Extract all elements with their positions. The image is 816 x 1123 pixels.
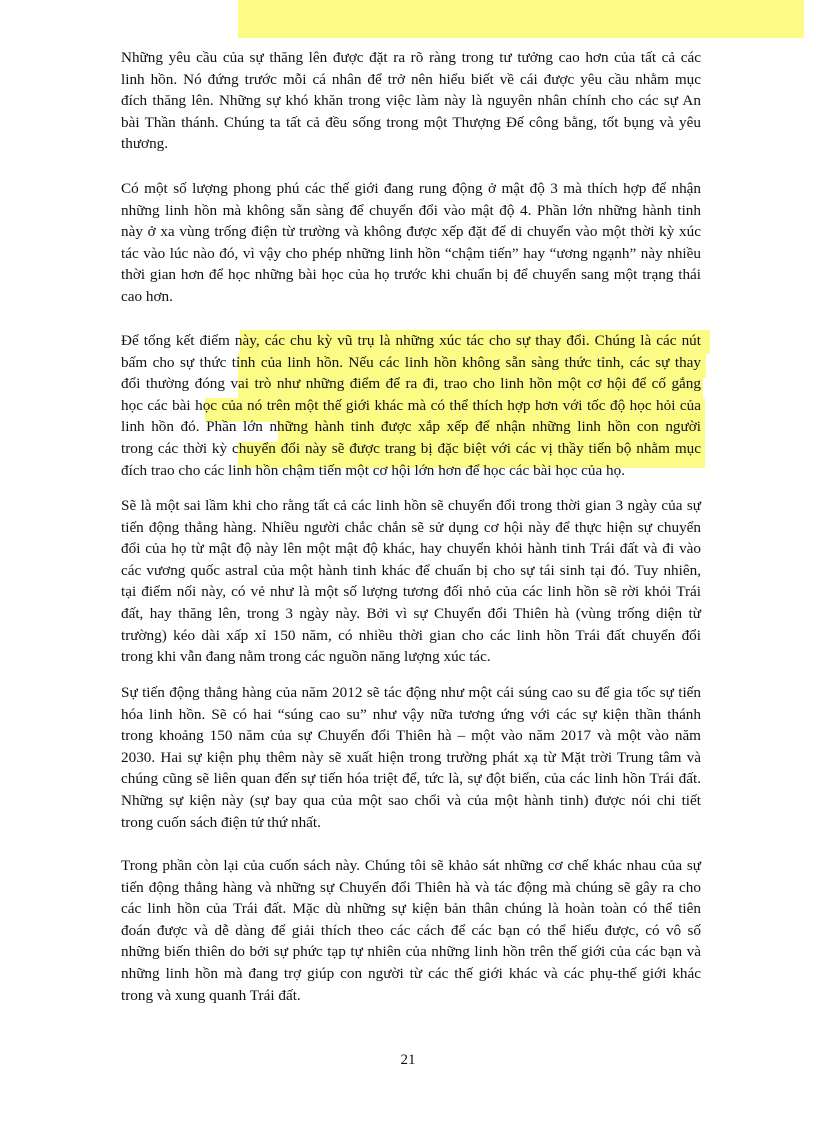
text-line: Những sự kiện này (sự bay qua của một sao chổi và của một hành tinh) được nói chi tiết <box>121 791 701 809</box>
text-line: học các bài học của nó trên một thế giới khác mà có thể thích hợp hơn với tốc độ học hỏi của <box>121 396 701 414</box>
text-line: các vương quốc astral của một hành tinh khác để chuẩn bị cho sự tái sinh tại đó. Tuy nhiên, <box>121 561 701 579</box>
text-line: trong các thời kỳ chuyển đổi này sẽ được trang bị đặc biệt với các vị thầy tiến bộ nhằm mục <box>121 439 701 457</box>
text-line: trong khoảng 150 năm của sự Chuyển đổi Thiên hà – một vào năm 2017 và một vào năm <box>121 727 701 745</box>
text-line: đổi của họ từ mật độ này lên một mật độ khác, hay chuyển khỏi hành tinh Trái đất và đi vào <box>121 540 701 558</box>
text-line: thương. <box>121 135 169 153</box>
text-line: trong và xung quanh Trái đất. <box>121 986 301 1004</box>
text-line: trong khi vẫn đang nằm trong các nguồn năng lượng xúc tác. <box>121 648 491 666</box>
paragraph <box>121 330 701 481</box>
text-line: này ở xa vùng trống điện từ trường và không được xếp đặt để di chuyển vào một thời kỳ xúc <box>121 223 701 241</box>
text-line: 2030. Hai sự kiện phụ thêm này sẽ xuất hiện trong trường phát xạ từ Mặt trời Trung tâm và <box>121 748 701 766</box>
text-line: hóa linh hồn. Sẽ có hai “súng cao su” như vậy nữa tương ứng với các sự kiện thần thánh <box>121 705 701 723</box>
text-line: Sự tiến động thẳng hàng của năm 2012 sẽ tác động như một cái súng cao su để gia tốc sự tiến <box>121 684 701 701</box>
text-line: những linh hồn mà không sẵn sàng để chuyển đổi vào mật độ 4. Phần lớn những hành tinh <box>121 201 701 219</box>
text-line: đích trao cho các linh hồn chậm tiến một cơ hội lớn hơn để học các bài học của họ. <box>121 461 626 479</box>
text-line: bấm cho sự thức tỉnh của linh hồn. Nếu các linh hồn không sẵn sàng thức tỉnh, các sự thay <box>121 353 701 371</box>
text-line: Những yêu cầu của sự thăng lên được đặt ra rõ ràng trong tư tưởng cao hơn của tất cả các <box>121 49 701 66</box>
text-line: trường) kéo dài xấp xỉ 150 năm, có nhiều thời gian cho các linh hồn Trái đất chuyển đổi <box>121 626 701 644</box>
text-line: những biến thiên do bởi sự phức tạp tự nhiên của những linh hồn trên thế giới của các bạn và <box>121 943 701 961</box>
paragraph <box>121 855 701 1006</box>
text-line: chúng cũng sẽ liên quan đến sự tiến hóa triệt để, tức là, sự đột biến, của các linh hồn Trái đất. <box>121 770 701 788</box>
paragraph <box>121 682 701 833</box>
text-line: Trong phần còn lại của cuốn sách này. Chúng tôi sẽ khảo sát những cơ chế khác nhau của sự <box>121 857 701 874</box>
text-line: tác vào lúc nào đó, vì vậy cho phép những linh hồn “chậm tiến” hay “ương ngạnh” này nhiều <box>121 244 701 262</box>
paragraph <box>121 47 701 155</box>
paragraph <box>121 178 701 308</box>
text-line: trong cuốn sách điện tử thứ nhất. <box>121 813 321 831</box>
paragraph <box>121 495 701 668</box>
text-line: các linh hồn của Trái đất. Mặc dù những sự kiện bản thân chúng là hoàn toàn có thể tiên <box>121 900 701 918</box>
page-number: 21 <box>400 1052 416 1068</box>
text-line: tiến động thẳng hàng. Nhiều người chắc chắn sẽ sử dụng cơ hội này để thực hiện sự chuyển <box>121 518 701 536</box>
text-line: Sẽ là một sai lầm khi cho rằng tất cả các linh hồn sẽ chuyển đổi trong thời gian 3 ngày của sự <box>121 497 701 514</box>
text-line: đổi thường đóng vai trò như những điểm để ra đi, trao cho linh hồn một cơ hội để cố gắng <box>121 375 701 393</box>
text-line: linh hồn đó. Phần lớn những hành tinh được xắp xếp để nhận những linh hồn con người <box>121 418 701 436</box>
text-line: tại điểm nối này, có vẻ như là một số lượng tương đối nhỏ của các linh hồn sẽ rời khỏi Trái <box>121 583 701 601</box>
text-line: tiến động thẳng hàng và những sự Chuyển đổi Thiên hà và tác động mà chúng sẽ gây ra cho <box>121 878 701 896</box>
highlight-header-band <box>238 0 804 38</box>
text-line: Để tổng kết điểm này, các chu kỳ vũ trụ là những xúc tác cho sự thay đổi. Chúng là các nút <box>121 332 701 349</box>
text-line: đích thăng lên. Những sự khó khăn trong việc làm này là nguyên nhân chính cho các sự An <box>121 92 701 110</box>
text-line: đoán được và dễ dàng để giải thích theo các cách để các bạn có thể hiểu được, có vô số <box>121 921 701 939</box>
text-line: thời gian hơn để học những bài học của họ trước khi chuẩn bị để chuyển sang một trạng thái <box>121 266 701 284</box>
text-line: cao hơn. <box>121 287 173 305</box>
text-line: linh hồn. Nó đứng trước mỗi cá nhân để trở nên hiểu biết về cái được yêu cầu nhằm mục <box>121 70 701 88</box>
text-line: bài Thần thánh. Chúng ta tất cả đều sống trong một Thượng Đế công bằng, tốt bụng và yêu <box>121 113 701 131</box>
text-line: những linh hồn mà đang trợ giúp con người từ các thế giới khác và các phụ-thế giới khác <box>121 964 701 982</box>
text-line: Có một số lượng phong phú các thế giới đang rung động ở mật độ 3 mà thích hợp để nhận <box>121 180 701 197</box>
text-line: đất, hay thăng lên, trong 3 ngày này. Bởi vì sự Chuyển đổi Thiên hà (vùng trống diện từ <box>121 604 701 622</box>
